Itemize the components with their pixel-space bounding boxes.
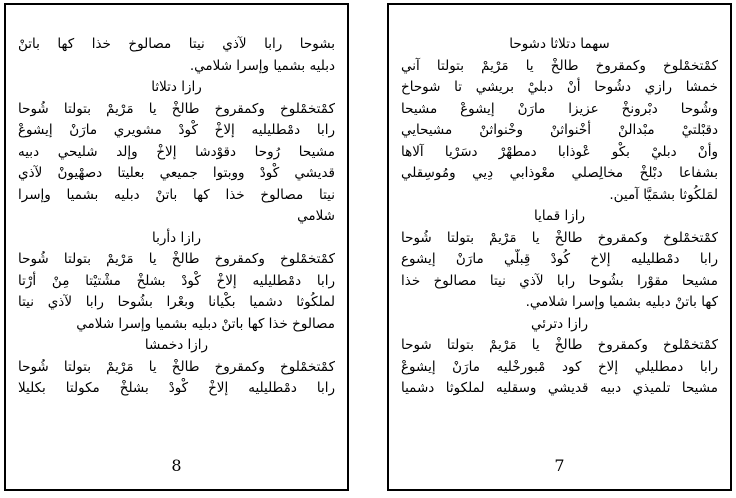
right-line-10: كمْتخمْلوخ وكمقروخ طالخْ يا مَرْيمْ بتولتا شُوحا <box>401 229 718 246</box>
left-line-11: كمْتخمْلوخ وكمقروخ طالخْ يا مَرْيمْ بتولتا شُوحا <box>18 251 335 267</box>
left-line-9: شلامي <box>297 208 335 224</box>
right-line-12: مشيحا مقوْرا بشُوحا رابا لآذي نيتا مصالوخ خذا <box>401 272 718 289</box>
left-heading-mystery-3: رازا دتلاثا <box>151 79 202 95</box>
left-line-16: كمْتخمْلوخ وكمقروخ طالخْ يا مَرْيمْ بتولتا شُوحا <box>18 358 335 375</box>
left-line-14: مصالوخ خذا كها باتنْ دبليه بشميا وإسرا شلامي <box>76 315 335 332</box>
right-line-2: كمْتخمْلوخ وكمقروخ طالخْ يا مَرْيمْ بتولتا آني <box>401 57 718 74</box>
left-line-17: رابا دمْطليليه إلاخْ كْودْ بشلخْ مكولتا بكليلا <box>18 380 335 396</box>
right-line-4: وشُوحا دبْرونخْ عزيزا مارَنْ إيشوعْ مشيحا <box>401 100 718 117</box>
right-page-text <box>401 34 718 455</box>
page-number-right: 7 <box>554 456 565 475</box>
left-line-8: نيتا مصالوخ خذا كها باتنْ دبليه بشميا وإسرا <box>18 186 335 203</box>
right-line-17: مشيحا تلميذي دبيه قديشي وسقليه لملكوثا دشميا <box>401 380 718 396</box>
right-line-8: لمَلكُوثا بشمَيَّا آمين. <box>609 186 718 203</box>
left-heading-mystery-5: رازا دخمشا <box>144 337 209 353</box>
left-line-13: لملكُوثا دشميا بكْيانا وبعْرا بشُوحا رابا لآذي نيتا <box>18 294 335 310</box>
right-line-7: بشفاعا دبْلخْ مخالِصلي معْوذابي دِيي ومُوسِقلي <box>401 165 718 181</box>
left-line-5: رابا دمْطليليه إلاخْ كْودْ مشويري مارَنْ إيشوعْ <box>18 122 335 138</box>
right-line-11: رابا دمْطليليه إلاخ كُودْ قِبلّي مارَنْ إيشوع <box>401 251 718 267</box>
left-line-1: بشوحا رابا لآذي نيتا مصالوخ خذا كها باتنْ <box>18 36 335 52</box>
left-heading-mystery-4: رازا دأربا <box>152 229 201 246</box>
right-page <box>387 3 732 491</box>
left-page <box>4 3 349 491</box>
right-line-15: كمْتخمْلوخ وكمقروخ طالخْ يا مَرْيمْ بتولتا شوحا <box>401 337 718 353</box>
right-line-5: دقبْلتيْ مبْدالنْ أخْنواثنْ وخْنواثنْ مشيحايي <box>401 122 718 138</box>
right-line-16: رابا دمطليلي إلاخ كود مْبورخْليه مارَنْ إيشوعْ <box>401 358 718 375</box>
right-heading-mystery-2: رازا دترئي <box>530 315 589 332</box>
left-line-12: رابا دمْطليليه إلاخْ كْودْ بشلخْ مشْتيْتا مِنْ أرْتا <box>18 272 335 289</box>
left-page-text <box>18 34 335 455</box>
right-heading-mystery-1: رازا قمايا <box>533 208 586 224</box>
left-line-6: مشيحا رُوحا دقوْدشا إلاخْ وإلد شليحي دبيه <box>18 143 335 160</box>
right-line-6: وأنْ دبليْ بكْو عْوذابا دمطهْرْ دسَرْيا آلاها <box>401 143 718 160</box>
right-line-13: كها باتنْ دبليه بشميا وإسرا شلامي. <box>525 294 718 310</box>
page-number-left: 8 <box>171 456 182 475</box>
left-line-2: دبليه بشميا وإسرا شلامي. <box>189 57 335 74</box>
left-line-7: قديشي كْودْ ووبتوا جميعي بعليتا دصهْيونْ لآذي <box>18 165 335 181</box>
right-line-3: خمشا رازي دشُوحا أنْ دبليْ بريشي تا شوحاخ <box>401 79 718 95</box>
right-heading-section-title: سهما دتلاثا دشوحا <box>509 36 610 52</box>
left-line-4: كمْتخمْلوخ وكمقروخ طالخْ يا مَرْيمْ بتولتا شُوحا <box>18 100 335 117</box>
